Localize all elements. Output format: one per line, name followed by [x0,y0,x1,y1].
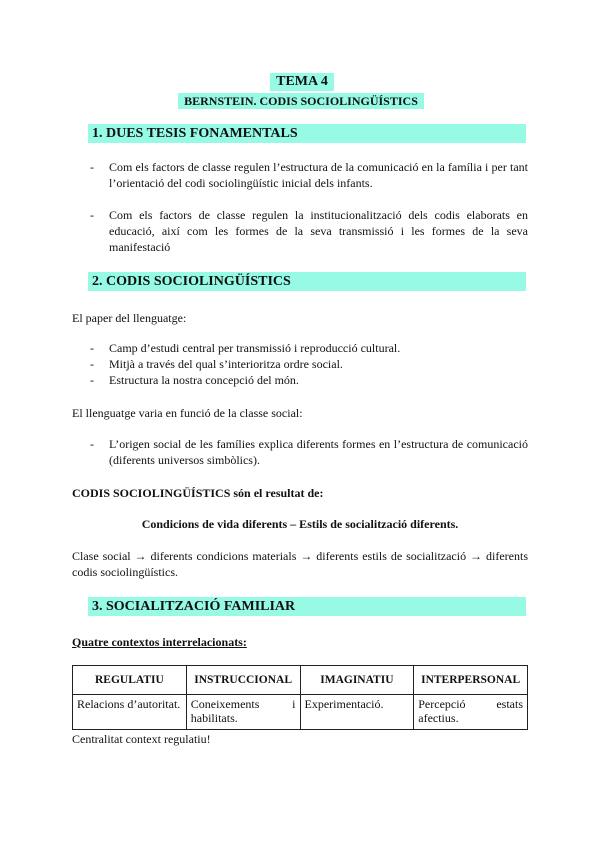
section-2-item-3 [90,372,528,388]
table-row [73,695,528,730]
section-2-origin-item [90,436,528,468]
bullet-dash: - [90,373,94,387]
section-2-heading: 2. CODIS SOCIOLINGÜÍSTICS [88,272,526,291]
table-cell-imaginatiu: Experimentació. [300,695,414,730]
table-cell-regulatiu: Relacions d’autoritat. [73,695,187,730]
table-header-interpersonal: INTERPERSONAL [414,666,528,695]
codes-result-line: CODIS SOCIOLINGÜÍSTICS són el resultat de: [72,486,324,500]
section-2-item-2-text: Mitjà a través del qual s’interioritza ordre social. [109,357,343,371]
section-3-heading: 3. SOCIALITZACIÓ FAMILIAR [88,597,526,616]
section-1-heading: 1. DUES TESIS FONAMENTALS [88,124,526,143]
bullet-dash: - [90,437,94,451]
section-1-item-1-text: Com els factors de classe regulen l’estructura de la comunicació en la família i per tant l’orientació del codi sociolingüístic inicial dels infants. [109,160,528,190]
section-1-item-2-text: Com els factors de classe regulen la institucionalització dels codis elaborats en educació, així com les formes de la seva transmissió i les formes de la seva manifestació [109,208,528,254]
page-subtitle: BERNSTEIN. CODIS SOCIOLINGÜÍSTICS [178,93,424,109]
section-2-origin-item-text: L’origen social de les famílies explica diferents formes en l’estructura de comunicació (diferents universos simbòlics). [109,437,528,467]
social-class-chain: Clase social → diferents condicions materials → diferents estils de socialització → diferents codis sociolingüístics. [72,549,528,579]
section-2-item-3-text: Estructura la nostra concepció del món. [109,373,299,387]
bullet-dash: - [90,341,94,355]
contexts-subheading: Quatre contextos interrelacionats: [72,635,247,649]
table-cell-interpersonal [414,695,528,730]
table-header-regulatiu: REGULATIU [73,666,187,695]
table-header-imaginatiu: IMAGINATIU [300,666,414,695]
section-2-item-1 [90,340,528,356]
section-1-item-2 [90,207,528,255]
table-cell-interpersonal-text: Percepció estats afectius. [418,697,523,725]
section-1-item-1 [90,159,528,191]
contexts-table [72,665,528,730]
bullet-dash: - [90,208,94,222]
language-varies-intro: El llenguatge varia en funció de la classe social: [72,406,303,420]
regulative-centrality-note: Centralitat context regulatiu! [72,732,211,746]
language-role-intro: El paper del llenguatge: [72,311,187,325]
table-cell-instruccional-text: Coneixements i habilitats. [190,697,296,725]
bullet-dash: - [90,357,94,371]
conditions-line: Condicions de vida diferents – Estils de socialització diferents. [141,517,459,531]
bullet-dash: - [90,160,94,174]
section-2-item-2 [90,356,528,372]
page-title: TEMA 4 [270,73,334,91]
section-2-item-1-text: Camp d’estudi central per transmissió i reproducció cultural. [109,341,401,355]
table-cell-instruccional [186,695,300,730]
table-header-row [73,666,528,695]
table-header-instruccional: INSTRUCCIONAL [186,666,300,695]
